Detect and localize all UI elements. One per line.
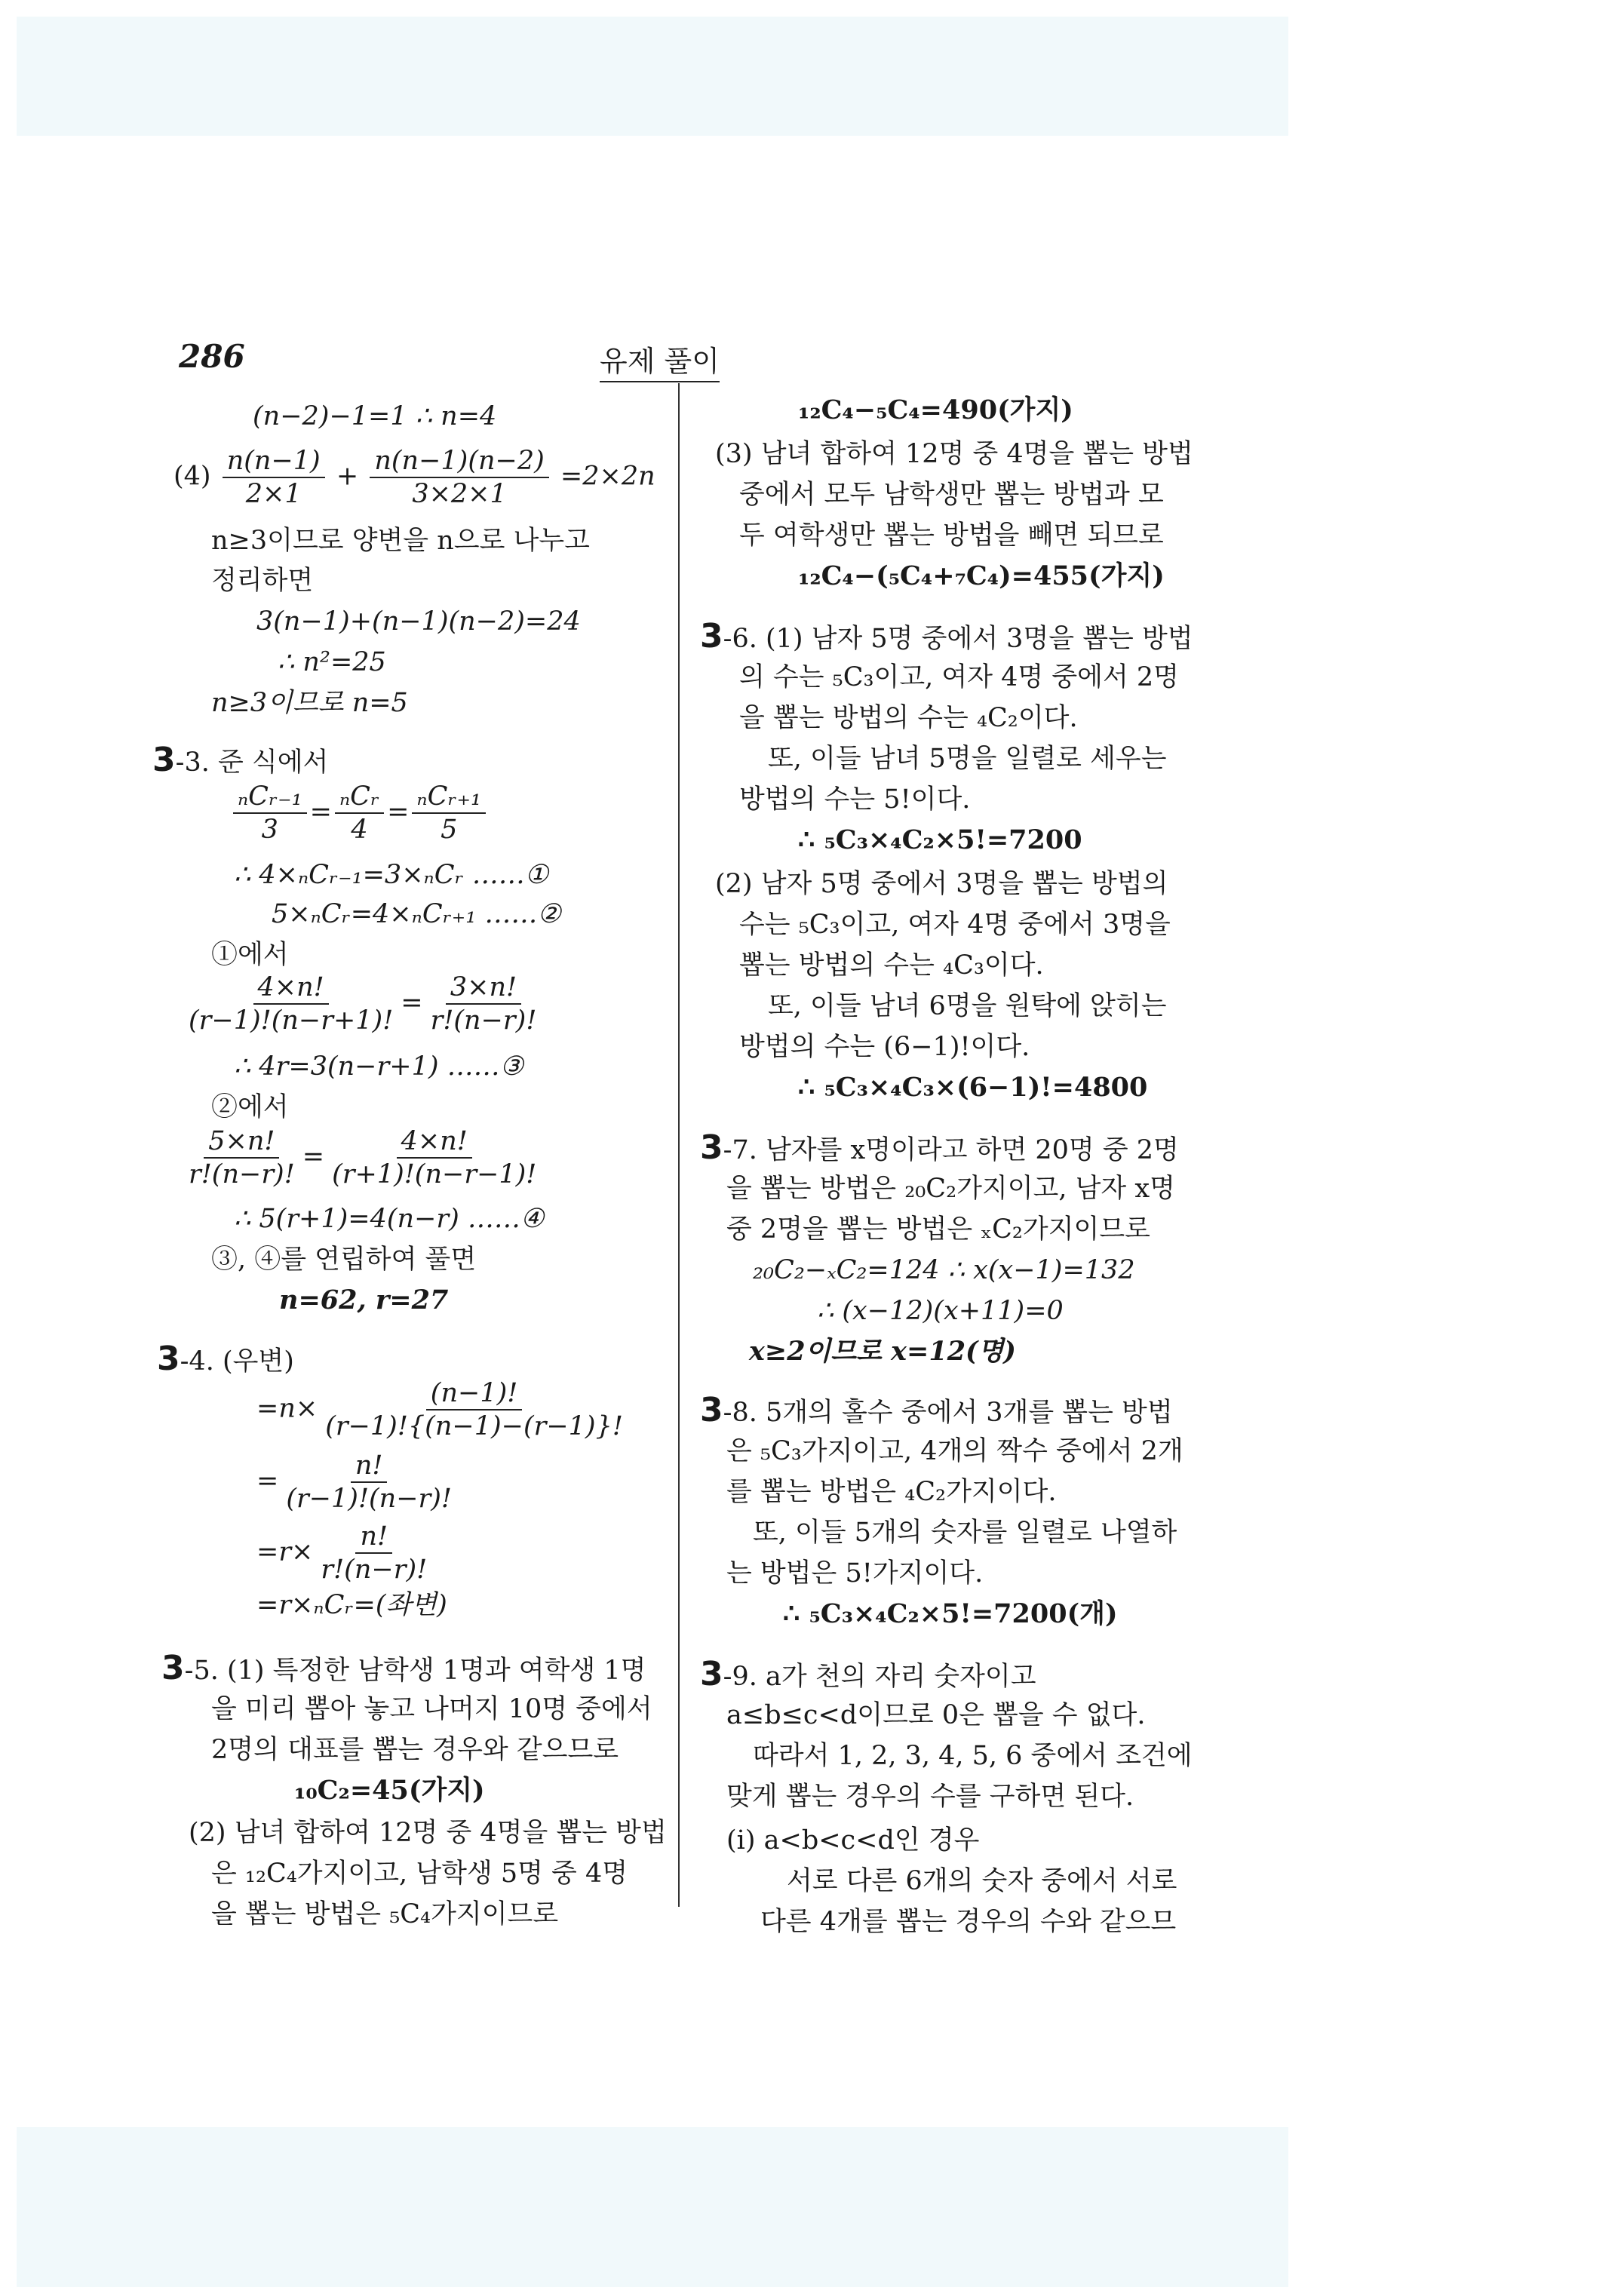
numerator: ₙCᵣ (335, 781, 384, 814)
denominator: 3 (261, 815, 278, 845)
text-line: 을 뽑는 방법은 ₂₀C₂가지이고, 남자 x명 (726, 1174, 1175, 1204)
numerator: ₙCᵣ₊₁ (412, 781, 486, 814)
numerator: n! (355, 1521, 392, 1554)
denominator: (r−1)!(n−r+1)! (189, 1005, 394, 1036)
numerator: ₙCᵣ₋₁ (233, 781, 307, 814)
equation-fractions: $\frac{5\times n!}{r!(n-r)!}$ = $\frac{4\times n!}{(r+1)!(n-r-1)!}$ (181, 1125, 544, 1190)
text-line: 방법의 수는 (6−1)!이다. (739, 1032, 1030, 1062)
text-line: 의 수는 ₅C₃이고, 여자 4명 중에서 2명 (739, 662, 1179, 692)
problem-number: 3 (157, 1340, 180, 1378)
denominator: (r+1)!(n−r−1)! (332, 1159, 537, 1189)
text-line: 를 뽑는 방법은 ₄C₂가지이다. (726, 1477, 1057, 1507)
equation: ∴ 4r=3(n−r+1) ……③ (234, 1051, 523, 1082)
equation-fraction (256, 1377, 631, 1442)
problem-number: 3 (700, 617, 723, 655)
denominator: (r−1)!(n−r)! (286, 1484, 453, 1514)
text-line: n≥3이므로 양변을 n으로 나누고 (211, 526, 590, 556)
equation-fraction (256, 1450, 459, 1515)
problem-3-7-heading (700, 1128, 1179, 1167)
equation: 5×ₙCᵣ=4×ₙCᵣ₊₁ ……② (272, 899, 561, 929)
fraction (233, 781, 307, 846)
denominator: 3×2×1 (412, 479, 507, 509)
numerator: n(n−1) (223, 445, 325, 478)
problem-number: 3 (161, 1649, 185, 1687)
equation: ∴ (x−12)(x+11)=0 (817, 1296, 1064, 1326)
fraction (316, 1521, 431, 1585)
text-line: 두 여학생만 뽑는 방법을 빼면 되므로 (739, 520, 1164, 551)
rhs: =2×2n (560, 461, 655, 492)
problem-3-3-heading (152, 741, 329, 779)
fraction (281, 1450, 456, 1515)
equation-fraction (256, 1521, 434, 1585)
fraction (426, 972, 542, 1036)
part4-label: (4) (173, 461, 211, 492)
text-line: 2명의 대표를 뽑는 경우와 같으므로 (211, 1735, 619, 1765)
denominator: (r−1)!{(n−1)−(r−1)}! (325, 1411, 623, 1441)
numerator: 4×n! (253, 972, 329, 1005)
problem-3-4-heading (157, 1340, 294, 1378)
equation: n≥3이므로 n=5 (211, 688, 408, 718)
text-line: 또, 이들 남녀 5명을 일렬로 세우는 (768, 744, 1167, 774)
text-line: 중 2명을 뽑는 방법은 ₓC₂가지이므로 (726, 1214, 1150, 1245)
problem-3-9-heading (700, 1655, 1036, 1693)
heading-text: -7. 남자를 x명이라고 하면 20명 중 2명 (723, 1135, 1179, 1165)
problem-3-5-heading (161, 1649, 646, 1687)
equation-fractions: $\frac{4\times n!}{(r-1)!(n-r+1)!}$ = $\frac{3\times n!}{r!(n-r)!}$ (181, 972, 544, 1036)
text-line: ②에서 (211, 1092, 289, 1122)
fraction (184, 972, 398, 1036)
denominator: r!(n−r)! (430, 1005, 537, 1036)
running-head: 유제 풀이 (600, 338, 720, 382)
text-line: 뽑는 방법의 수는 ₄C₃이다. (739, 950, 1044, 981)
fraction (223, 445, 325, 510)
page-number: 286 (179, 338, 245, 375)
text-line: 또, 이들 남녀 6명을 원탁에 앉히는 (768, 991, 1167, 1021)
answer: ₁₀C₂=45(가지) (294, 1775, 485, 1806)
problem-number: 3 (700, 1391, 723, 1429)
numerator: 3×n! (446, 972, 521, 1005)
prefix: = (256, 1466, 279, 1496)
eq-part4 (173, 445, 655, 510)
heading-text: -4. (우변) (180, 1346, 294, 1377)
equation: 3(n−1)+(n−1)(n−2)=24 (256, 606, 581, 637)
text-line: 따라서 1, 2, 3, 4, 5, 6 중에서 조건에 (753, 1741, 1193, 1771)
problem-number: 3 (152, 741, 176, 779)
fraction (327, 1125, 541, 1190)
equation: ∴ n²=25 (278, 647, 386, 677)
text-line: (3) 남녀 합하여 12명 중 4명을 뽑는 방법 (715, 439, 1193, 469)
heading-text: -9. a가 천의 자리 숫자이고 (723, 1662, 1036, 1692)
problem-3-6-heading (700, 617, 1193, 655)
equation: ₂₀C₂−ₓC₂=124 ∴ x(x−1)=132 (753, 1255, 1135, 1285)
denominator: 4 (351, 815, 368, 845)
text-line: 정리하면 (211, 566, 314, 596)
answer: ₁₂C₄−₅C₄=490(가지) (798, 394, 1073, 425)
heading-text: -6. (1) 남자 5명 중에서 3명을 뽑는 방법 (723, 624, 1193, 654)
equation: ∴ 4×ₙCᵣ₋₁=3×ₙCᵣ ……① (234, 860, 549, 890)
text-line: ③, ④를 연립하여 풀면 (211, 1245, 477, 1275)
text-line: 다른 4개를 뽑는 경우의 수와 같으므 (760, 1907, 1177, 1937)
text-line: 또, 이들 5개의 숫자를 일렬로 나열하 (753, 1518, 1177, 1548)
answer: ∴ ₅C₃×₄C₃×(6−1)!=4800 (798, 1072, 1148, 1103)
denominator: r!(n−r)! (189, 1159, 295, 1189)
text-line: (2) 남녀 합하여 12명 중 4명을 뽑는 방법 (189, 1818, 667, 1848)
bottom-scan-band (17, 2127, 1288, 2287)
equation: =r×ₙCᵣ=(좌변) (256, 1590, 447, 1620)
fraction (184, 1125, 299, 1190)
top-scan-band (17, 17, 1288, 136)
text-line: a≤b≤c<d이므로 0은 뽑을 수 없다. (726, 1700, 1146, 1730)
text-line: 서로 다른 6개의 숫자 중에서 서로 (787, 1866, 1177, 1896)
text-line: 을 뽑는 방법의 수는 ₄C₂이다. (739, 703, 1078, 733)
fraction (321, 1377, 628, 1442)
answer: n=62, r=27 (279, 1285, 449, 1315)
answer: ∴ ₅C₃×₄C₂×5!=7200(개) (783, 1598, 1118, 1629)
fraction (370, 445, 548, 510)
fraction (335, 781, 384, 846)
problem-3-8-heading (700, 1391, 1173, 1429)
heading-text: -8. 5개의 홀수 중에서 3개를 뽑는 방법 (723, 1398, 1173, 1428)
column-divider (678, 383, 680, 1907)
fraction (412, 781, 486, 846)
line-n4: (n−2)−1=1 ∴ n=4 (253, 401, 497, 431)
text-line: 맞게 뽑는 경우의 수를 구하면 된다. (726, 1782, 1134, 1812)
answer: x≥2이므로 x=12(명) (749, 1336, 1016, 1367)
numerator: n! (351, 1450, 388, 1483)
heading-text: -5. (1) 특정한 남학생 1명과 여학생 1명 (184, 1656, 646, 1686)
text-line: ①에서 (211, 940, 289, 970)
text-line: 은 ₁₂C₄가지이고, 남학생 5명 중 4명 (211, 1859, 628, 1889)
text-line: 는 방법은 5!가지이다. (726, 1558, 984, 1589)
numerator: 4×n! (397, 1125, 472, 1159)
text-line: 방법의 수는 5!이다. (739, 784, 971, 815)
denominator: r!(n−r)! (321, 1555, 428, 1585)
numerator: 5×n! (204, 1125, 279, 1159)
numerator: (n−1)! (426, 1377, 523, 1410)
problem-number: 3 (700, 1655, 723, 1693)
denominator: 5 (441, 815, 458, 845)
answer: ₁₂C₄−(₅C₄+₇C₄)=455(가지) (798, 560, 1165, 591)
answer: ∴ ₅C₃×₄C₂×5!=7200 (798, 824, 1082, 855)
problem-number: 3 (700, 1128, 723, 1167)
heading-text: -3. 준 식에서 (175, 747, 329, 778)
equation: ∴ 5(r+1)=4(n−r) ……④ (234, 1204, 545, 1234)
text-line: 중에서 모두 남학생만 뽑는 방법과 모 (739, 480, 1164, 510)
equation-fractions: $\frac{\text{ₙCᵣ₋₁}}{3}$ = $\frac{\text{ₙCᵣ}}{4}$ = $\frac{\text{ₙCᵣ₊₁}}{5}$ (230, 781, 489, 846)
plus-sign: + (336, 461, 359, 492)
text-line: 을 뽑는 방법은 ₅C₄가지이므로 (211, 1899, 559, 1929)
denominator: 2×1 (245, 479, 302, 509)
text-line: (i) a<b<c<d인 경우 (726, 1825, 980, 1856)
text-line: 수는 ₅C₃이고, 여자 4명 중에서 3명을 (739, 910, 1171, 940)
numerator: n(n−1)(n−2) (370, 445, 548, 478)
text-line: 은 ₅C₃가지이고, 4개의 짝수 중에서 2개 (726, 1436, 1183, 1466)
prefix: =r× (256, 1536, 314, 1567)
prefix: =n× (256, 1393, 318, 1424)
text-line: (2) 남자 5명 중에서 3명을 뽑는 방법의 (715, 869, 1168, 899)
text-line: 을 미리 뽑아 놓고 나머지 10명 중에서 (211, 1694, 652, 1724)
